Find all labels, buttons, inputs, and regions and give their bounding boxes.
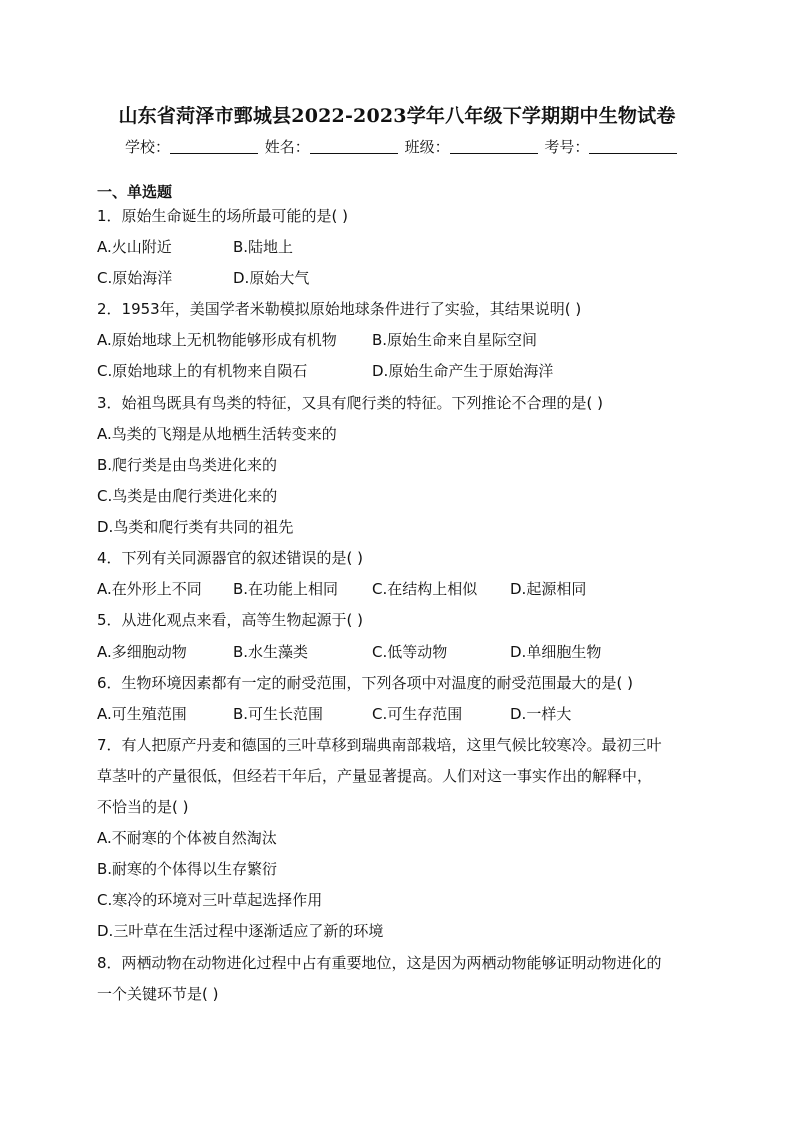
school-label: 学校：	[125, 138, 171, 156]
question-5-option-a: A.多细胞动物	[97, 643, 187, 661]
question-5-option-c: C.低等动物	[372, 643, 448, 661]
question-4-option-c: C.在结构上相似	[372, 580, 478, 598]
name-blank[interactable]	[310, 139, 398, 154]
question-7-stem-line-3: 不恰当的是( )	[97, 798, 189, 816]
question-6-option-a: A.可生殖范围	[97, 705, 187, 723]
question-6-stem: 6．生物环境因素都有一定的耐受范围，下列各项中对温度的耐受范围最大的是( )	[97, 674, 634, 692]
question-6-option-d: D.一样大	[510, 705, 572, 723]
question-1-stem: 1．原始生命诞生的场所最可能的是( )	[97, 207, 349, 225]
question-7-stem-line-2: 草茎叶的产量很低，但经若干年后，产量显著提高。人们对这一事实作出的解释中，	[97, 767, 653, 785]
class-label: 班级：	[404, 138, 450, 156]
question-1-option-a: A.火山附近	[97, 238, 172, 256]
question-4-option-a: A.在外形上不同	[97, 580, 202, 598]
question-7-option-d: D.三叶草在生活过程中逐渐适应了新的环境	[97, 922, 384, 940]
question-4-option-d: D.起源相同	[510, 580, 587, 598]
question-3-option-a: A.鸟类的飞翔是从地栖生活转变来的	[97, 425, 337, 443]
question-8-stem-line-1: 8．两栖动物在动物进化过程中占有重要地位，这是因为两栖动物能够证明动物进化的	[97, 954, 662, 972]
page-title: 山东省菏泽市鄄城县2022-2023学年八年级下学期期中生物试卷	[118, 105, 676, 127]
question-1-option-d: D.原始大气	[233, 269, 310, 287]
section-heading: 一、单选题	[97, 183, 173, 201]
question-2-stem: 2．1953年，美国学者米勒模拟原始地球条件进行了实验，其结果说明( )	[97, 300, 582, 318]
question-3-stem: 3．始祖鸟既具有鸟类的特征，又具有爬行类的特征。下列推论不合理的是( )	[97, 394, 604, 412]
question-3-option-c: C.鸟类是由爬行类进化来的	[97, 487, 278, 505]
number-blank[interactable]	[589, 139, 677, 154]
question-2-option-d: D.原始生命产生于原始海洋	[372, 362, 554, 380]
question-6-option-b: B.可生长范围	[233, 705, 324, 723]
question-5-stem: 5．从进化观点来看，高等生物起源于( )	[97, 611, 364, 629]
question-7-option-a: A.不耐寒的个体被自然淘汰	[97, 829, 277, 847]
question-1-option-b: B.陆地上	[233, 238, 294, 256]
question-7-option-b: B.耐寒的个体得以生存繁衍	[97, 860, 278, 878]
question-4-stem: 4．下列有关同源器官的叙述错误的是( )	[97, 549, 364, 567]
question-1-option-c: C.原始海洋	[97, 269, 173, 287]
school-blank[interactable]	[170, 139, 258, 154]
question-4-option-b: B.在功能上相同	[233, 580, 339, 598]
question-3-option-b: B.爬行类是由鸟类进化来的	[97, 456, 278, 474]
name-label: 姓名：	[264, 138, 310, 156]
question-7-option-c: C.寒冷的环境对三叶草起选择作用	[97, 891, 323, 909]
question-2-option-a: A.原始地球上无机物能够形成有机物	[97, 331, 337, 349]
student-info-line	[125, 136, 679, 157]
question-3-option-d: D.鸟类和爬行类有共同的祖先	[97, 518, 294, 536]
number-label: 考号：	[544, 138, 590, 156]
question-2-option-b: B.原始生命来自星际空间	[372, 331, 538, 349]
question-6-option-c: C.可生存范围	[372, 705, 463, 723]
question-2-option-c: C.原始地球上的有机物来自陨石	[97, 362, 308, 380]
question-7-stem-line-1: 7．有人把原产丹麦和德国的三叶草移到瑞典南部栽培，这里气候比较寒冷。最初三叶	[97, 736, 662, 754]
class-blank[interactable]	[450, 139, 538, 154]
question-5-option-d: D.单细胞生物	[510, 643, 602, 661]
question-5-option-b: B.水生藻类	[233, 643, 309, 661]
question-8-stem-line-2: 一个关键环节是( )	[97, 985, 219, 1003]
